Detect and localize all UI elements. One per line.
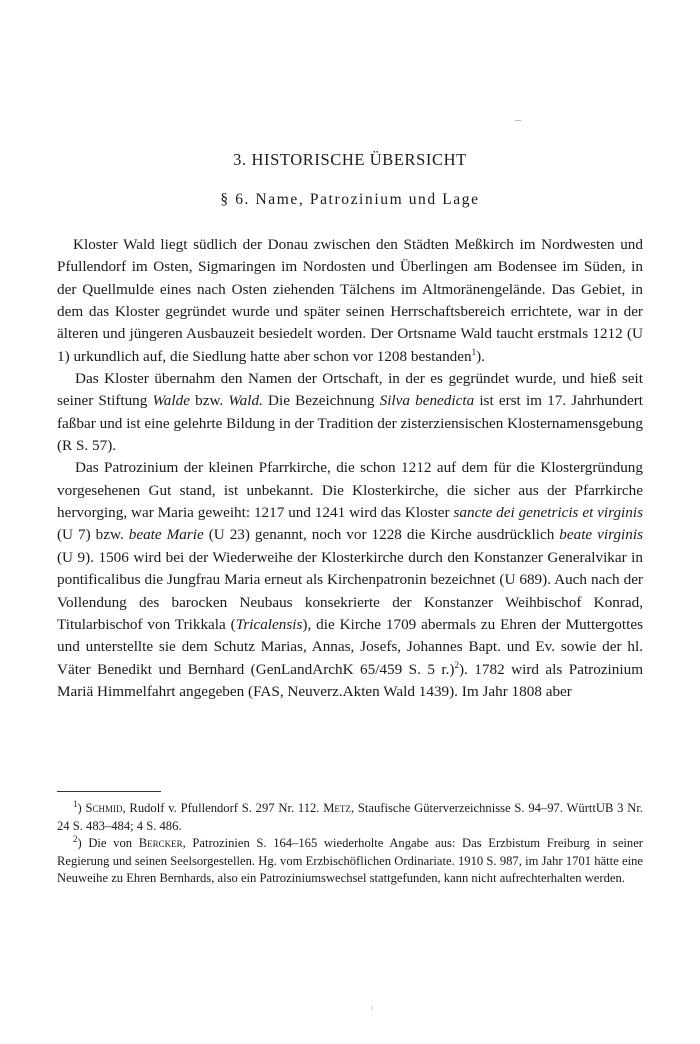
scan-mark-bottom [372, 1006, 373, 1010]
footnote-marker: 2 [73, 834, 78, 844]
footnote-divider [57, 791, 161, 792]
text-run: Das Kloster übernahm den Namen der Ortschaft, in der es gegründet wurde, und hieß seit seiner Stiftung [57, 370, 643, 410]
body-text [57, 234, 643, 703]
text-run: (U 23) genannt, noch vor 1228 die Kirche ausdrücklich [203, 526, 560, 544]
author-name: Schmid [85, 801, 123, 815]
text-run: bzw. [189, 392, 229, 410]
text-run: ) [77, 801, 86, 815]
author-name: Bercker [138, 836, 183, 851]
text-run: Kloster Wald liegt südlich der Donau zwischen den Städten Meßkirch im Nordwesten und Pfullendorf im Osten, Sigmaringen im Nordosten und Überlingen am Bodensee im Süden, in der Quellmulde eines nach Osten ziehenden Tälchens im Altmoränengelände. Das Gebiet, in dem das Kloster gegründet wurde und später seinen Herrschaftsbereich errichtete, war in der älteren und jüngeren Ausbauzeit besiedelt worden. Der Ortsname Wald taucht erstmals 1212 (U 1) urkundlich auf, die Siedlung hatte aber schon vor 1208 bestanden [57, 236, 643, 365]
italic-term: beate Marie [128, 526, 204, 544]
text-run: ). [476, 347, 485, 365]
footnotes [57, 800, 643, 888]
text-run: (U 9). 1506 wird bei der Wiederweihe der Klosterkirche durch den Konstanzer Generalvikar in pontificalibus die Jungfrau Maria erneut als Kirchenpatronin bezeichnet (U 689). Auch nach der Vollendung des barocken Neubaus konsekrierte der Konstanzer Weihbischof Konrad, Titularbischof von Trikkala ( [57, 548, 643, 633]
section-title: § 6. Name, Patrozinium und Lage [220, 191, 480, 208]
italic-term: Silva benedicta [379, 392, 475, 410]
italic-term: beate virginis [559, 526, 643, 544]
text-run: , Patrozinien S. 164–165 wiederholte Angabe aus: Das Erzbistum Freiburg in seiner Regierung und seinen Seelsorgestellen. Hg. vom Erzbischöflichen Ordinariate. 1910 S. 987, im Jahr 1701 hätte eine Neuweihe zu Ehren Bernhards, also ein Patroziniumswechsel stattgefunden, kann nicht aufrechterhalten werden. [57, 836, 643, 886]
text-run: ), die Kirche 1709 abermals zu Ehren der Muttergottes und unterstellte sie dem Schutz Marias, Annas, Josefs, Johannes Bapt. und Ev. sowie der hl. Väter Benedikt und Bernhard (GenLandArchK 65/459 S. 5 r.) [57, 615, 643, 678]
footnote-marker: 1 [471, 346, 477, 357]
text-run: ) Die von [77, 836, 139, 851]
footnote-1 [57, 800, 643, 835]
text-run: Die Bezeichnung [262, 392, 380, 410]
chapter-title: 3. HISTORISCHE ÜBERSICHT [233, 150, 467, 169]
text-run: , Rudolf v. Pfullendorf S. 297 Nr. 112. [122, 801, 324, 815]
italic-term: Wald. [228, 392, 263, 410]
scan-mark-top [515, 120, 521, 121]
author-name: Metz [323, 801, 351, 815]
text-run: Das Patrozinium der kleinen Pfarrkirche, die schon 1212 auf dem für die Klostergründung vorgesehenen Gut stand, ist unbekannt. Die Klosterkirche, die sicher aus der Pfarrkirche hervorging, war Maria geweiht: 1217 und 1241 wird das Kloster [57, 459, 643, 522]
italic-term: Walde [152, 392, 190, 410]
paragraph-name [57, 368, 643, 457]
italic-term: Tricalensis [235, 615, 303, 633]
text-run: ist erst im 17. Jahrhundert faßbar und ist eine gelehrte Bildung in der Tradition der zisterziensischen Klosternamensgebung (R S. 57). [57, 392, 643, 455]
footnote-marker: 2 [454, 659, 459, 670]
paragraph-location [57, 234, 643, 368]
italic-term: sancte dei genetricis et virginis [453, 504, 643, 522]
text-run: ). 1782 wird als Patrozinium Mariä Himmelfahrt angegeben (FAS, Neuverz.Akten Wald 1439). Im Jahr 1808 aber [57, 660, 644, 700]
paragraph-patrocinium [57, 457, 643, 703]
footnote-marker: 1 [73, 798, 78, 809]
footnote-2 [57, 835, 643, 888]
text-run: (U 7) bzw. [57, 526, 129, 544]
text-run: , Staufische Güterverzeichnisse S. 94–97. WürttUB 3 Nr. 24 S. 483–484; 4 S. 486. [57, 801, 643, 833]
